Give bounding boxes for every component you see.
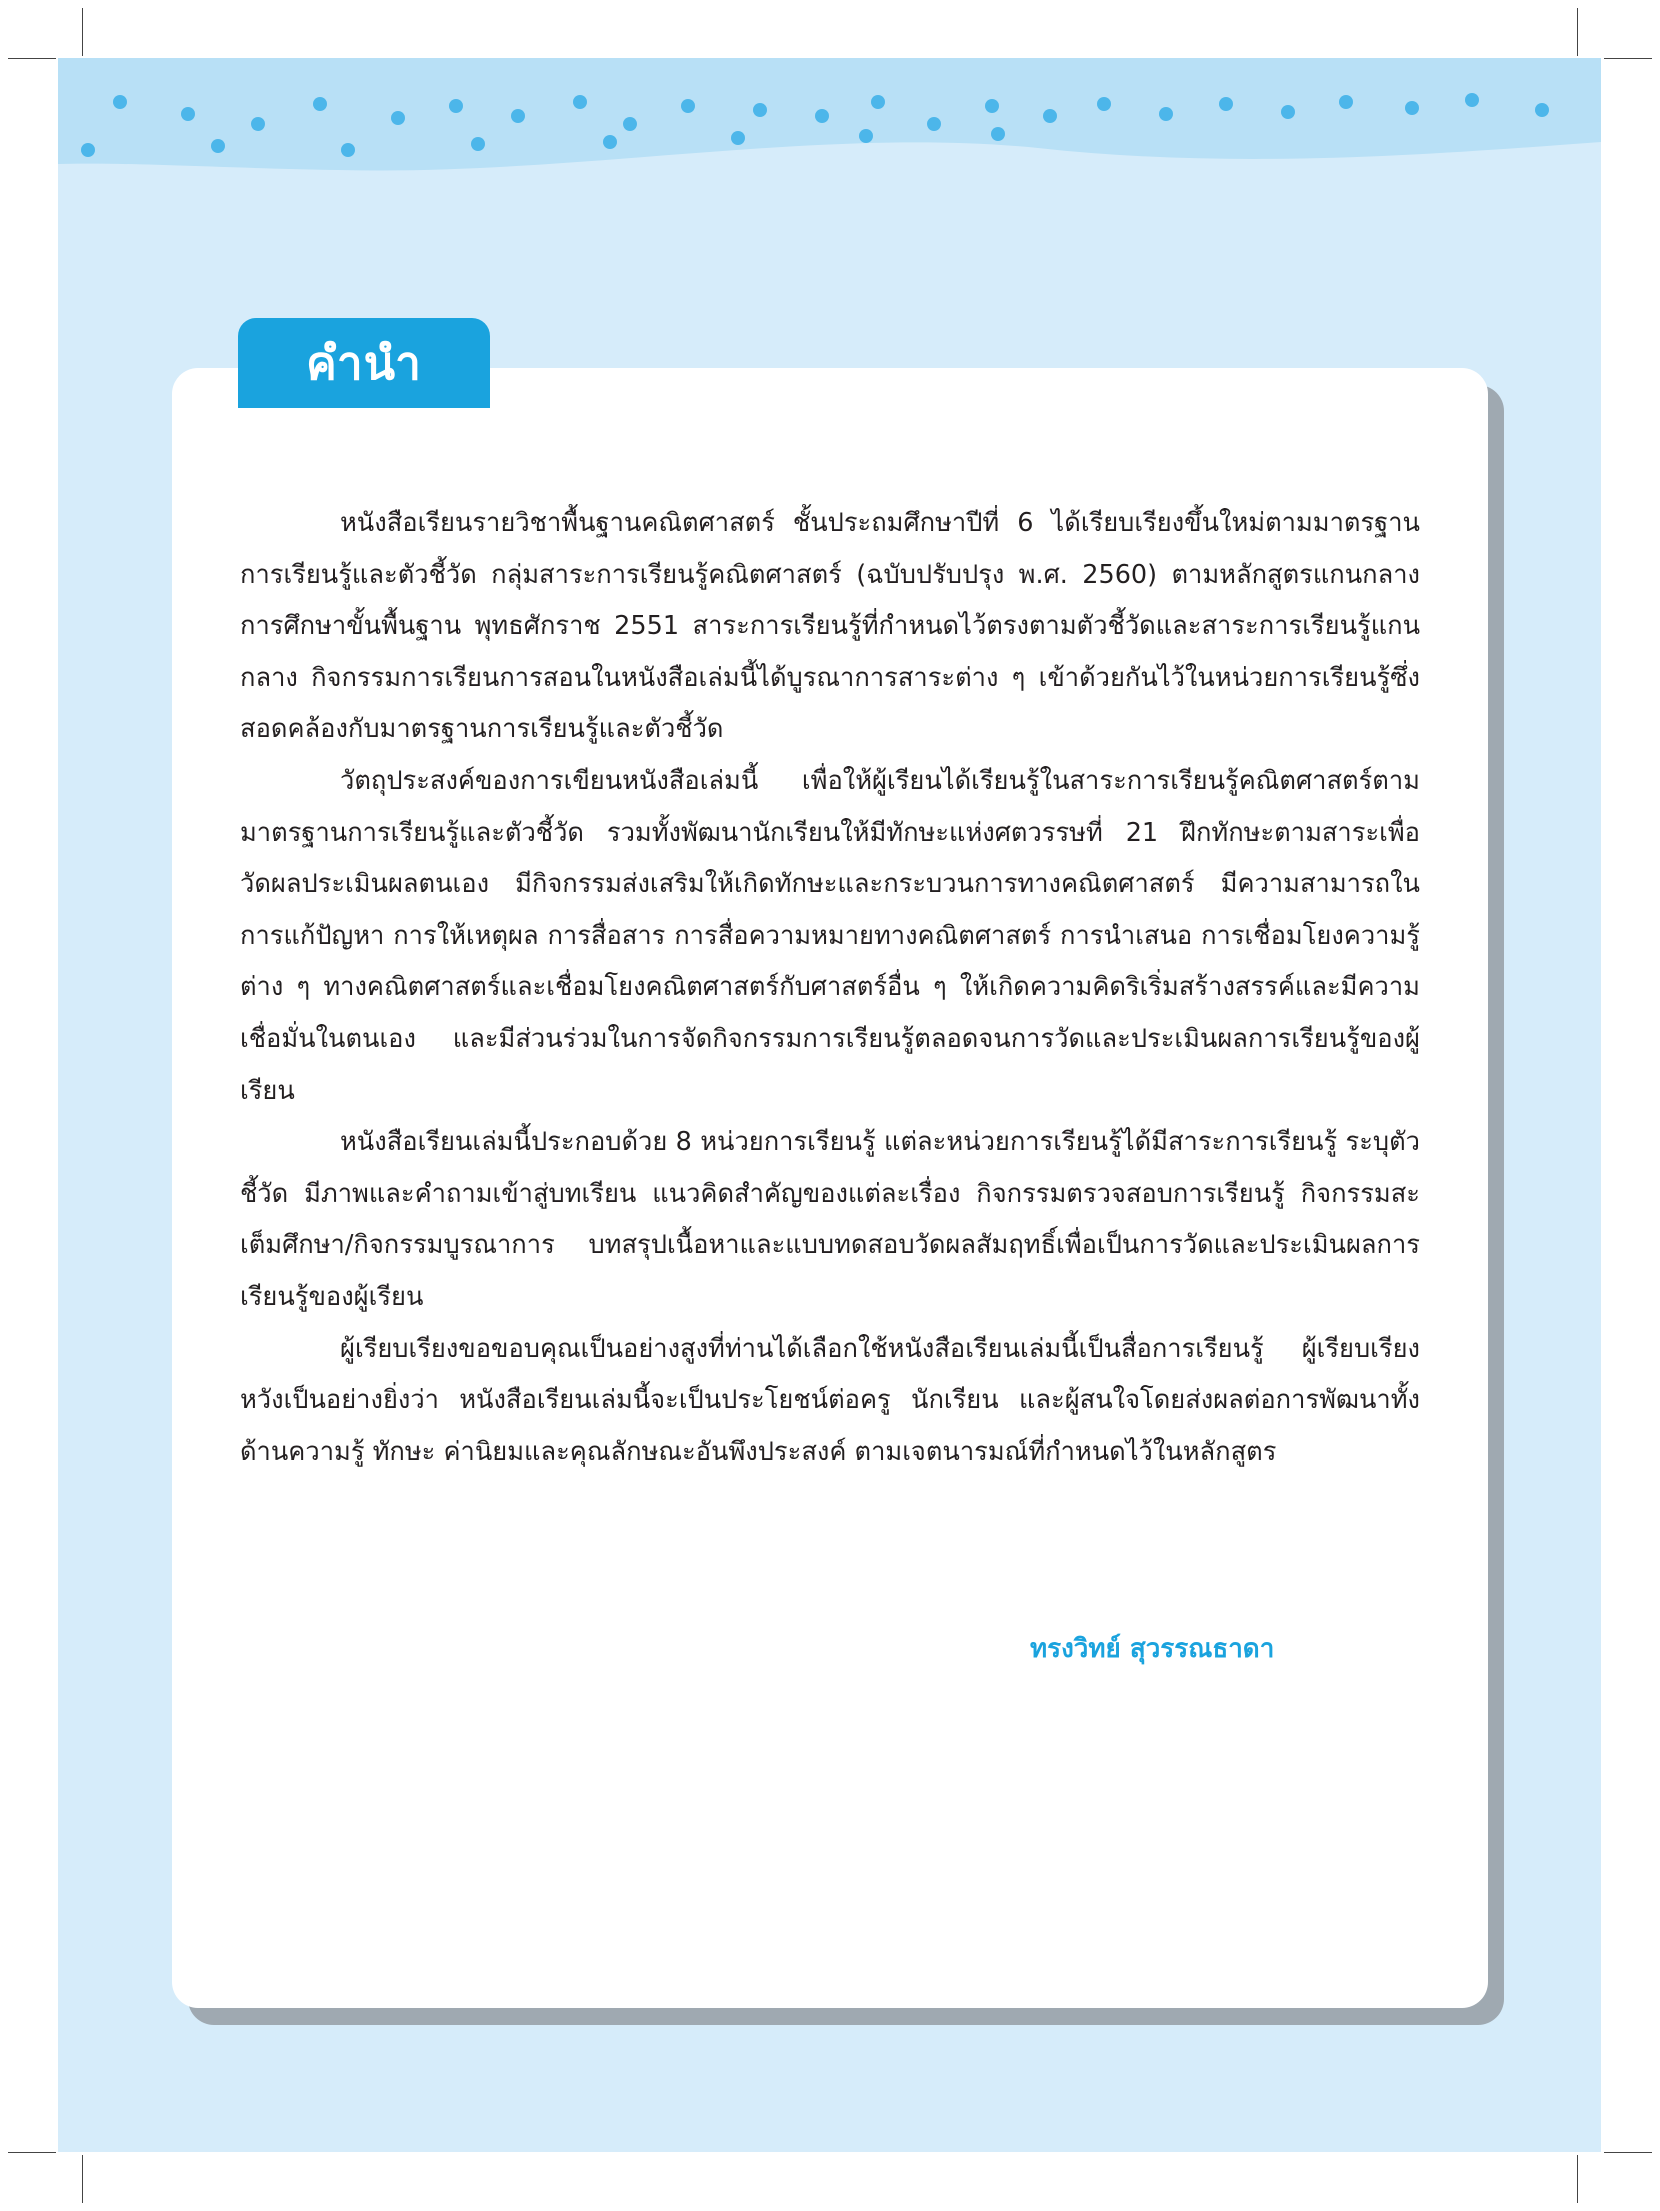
- crop-mark: [1604, 2152, 1652, 2153]
- paragraph: วัตถุประสงค์ของการเขียนหนังสือเล่มนี้ เพื่อให้ผู้เรียนได้เรียนรู้ในสาระการเรียนรู้คณิตศาสตร์ตามมาตรฐานการเรียนรู้และตัวชี้วัด รวมทั้งพัฒนานักเรียนให้มีทักษะแห่งศตวรรษที่ 21 ฝึกทักษะตามสาระเพื่อวัดผลประเมินผลตนเอง มีกิจกรรมส่งเสริมให้เกิดทักษะและกระบวนการทางคณิตศาสตร์ มีความสามารถในการแก้ปัญหา การให้เหตุผล การสื่อสาร การสื่อความหมายทางคณิตศาสตร์ การนำเสนอ การเชื่อมโยงความรู้ต่าง ๆ ทางคณิตศาสตร์และเชื่อมโยงคณิตศาสตร์กับศาสตร์อื่น ๆ ให้เกิดความคิดริเริ่มสร้างสรรค์และมีความเชื่อมั่นในตนเอง และมีส่วนร่วมในการจัดกิจกรรมการเรียนรู้ตลอดจนการวัดและประเมินผลการเรียนรู้ของผู้เรียน: [240, 765, 1420, 1106]
- preface-body: [240, 498, 1420, 1478]
- crop-mark: [8, 2152, 56, 2153]
- paragraph: ผู้เรียบเรียงขอขอบคุณเป็นอย่างสูงที่ท่านได้เลือกใช้หนังสือเรียนเล่มนี้เป็นสื่อการเรียนรู้ ผู้เรียบเรียงหวังเป็นอย่างยิ่งว่า หนังสือเรียนเล่มนี้จะเป็นประโยชน์ต่อครู นักเรียน และผู้สนใจโดยส่งผลต่อการพัฒนาทั้งด้านความรู้ ทักษะ ค่านิยมและคุณลักษณะอันพึงประสงค์ ตามเจตนารมณ์ที่กำหนดไว้ในหลักสูตร: [240, 1333, 1420, 1467]
- crop-mark: [8, 58, 56, 59]
- crop-mark: [1577, 8, 1578, 56]
- crop-mark: [1604, 58, 1652, 59]
- crop-mark: [82, 8, 83, 56]
- decorative-dotted-wave-band: [58, 58, 1601, 198]
- paragraph: หนังสือเรียนเล่มนี้ประกอบด้วย 8 หน่วยการเรียนรู้ แต่ละหน่วยการเรียนรู้ได้มีสาระการเรียนรู้ ระบุตัวชี้วัด มีภาพและคำถามเข้าสู่บทเรียน แนวคิดสำคัญของแต่ละเรื่อง กิจกรรมตรวจสอบการเรียนรู้ กิจกรรมสะเต็มศึกษา/กิจกรรมบูรณาการ บทสรุปเนื้อหาและแบบทดสอบวัดผลสัมฤทธิ์เพื่อเป็นการวัดและประเมินผลการเรียนรู้ของผู้เรียน: [240, 1127, 1420, 1312]
- title-tab: [238, 318, 490, 408]
- crop-mark: [82, 2155, 83, 2203]
- page-title: คำนำ: [306, 335, 422, 390]
- paragraph: หนังสือเรียนรายวิชาพื้นฐานคณิตศาสตร์ ชั้นประถมศึกษาปีที่ 6 ได้เรียบเรียงขึ้นใหม่ตามมาตรฐานการเรียนรู้และตัวชี้วัด กลุ่มสาระการเรียนรู้คณิตศาสตร์ (ฉบับปรับปรุง พ.ศ. 2560) ตามหลักสูตรแกนกลางการศึกษาขั้นพื้นฐาน พุทธศักราช 2551 สาระการเรียนรู้ที่กำหนดไว้ตรงตามตัวชี้วัดและสาระการเรียนรู้แกนกลาง กิจกรรมการเรียนการสอนในหนังสือเล่มนี้ได้บูรณาการสาระต่าง ๆ เข้าด้วยกันไว้ในหน่วยการเรียนรู้ซึ่งสอดคล้องกับมาตรฐานการเรียนรู้และตัวชี้วัด: [240, 508, 1420, 745]
- crop-mark: [1577, 2155, 1578, 2203]
- wave-shape: [58, 58, 1601, 171]
- author-signature: ทรงวิทย์ สุวรรณธาดา: [1030, 1634, 1275, 1664]
